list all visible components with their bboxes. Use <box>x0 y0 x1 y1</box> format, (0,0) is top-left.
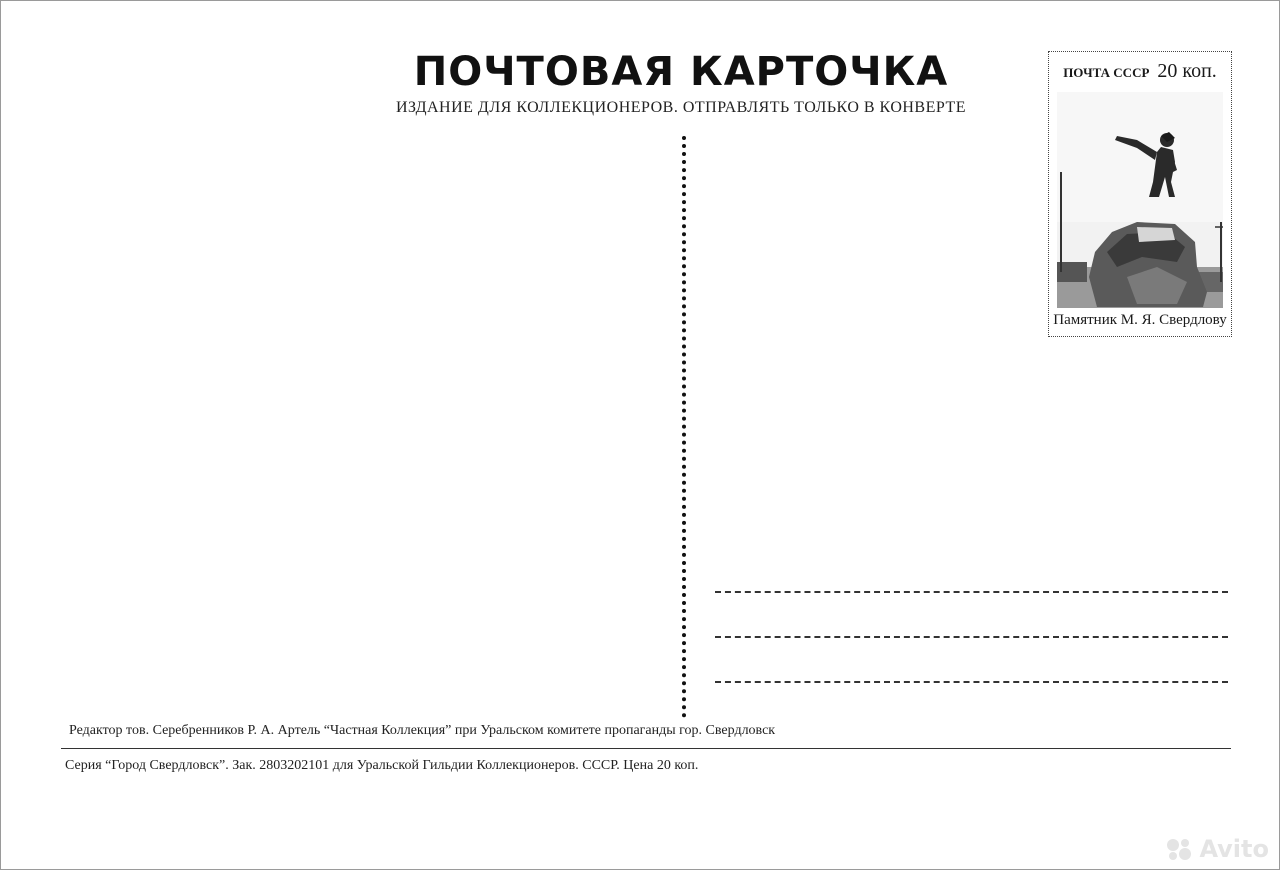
postcard-title: ПОЧТОВАЯ КАРТОЧКА <box>413 49 949 95</box>
center-dotted-divider <box>682 136 686 718</box>
series-info: Серия “Город Свердловск”. Зак. 2803202101 для Уральской Гильдии Коллекционеров. СССР. Цена 20 коп. <box>65 758 699 773</box>
stamp-post-label: ПОЧТА СССР <box>1063 65 1150 80</box>
address-line-1 <box>715 591 1228 593</box>
address-line-2 <box>715 636 1228 638</box>
address-line-3 <box>715 681 1228 683</box>
postage-stamp <box>1048 51 1232 337</box>
editor-credit: Редактор тов. Серебренников Р. А. Артель “Частная Коллекция” при Уральском комитете пропаганды гор. Свердловск <box>69 723 776 738</box>
monument-statue-icon <box>1057 92 1223 308</box>
avito-logo-icon <box>1165 837 1195 861</box>
stamp-value: 20 коп. <box>1157 60 1217 82</box>
stamp-caption: Памятник М. Я. Свердлову <box>1053 312 1227 328</box>
stamp-header <box>1049 60 1231 83</box>
postcard-subtitle: ИЗДАНИЕ ДЛЯ КОЛЛЕКЦИОНЕРОВ. ОТПРАВЛЯТЬ ТОЛЬКО В КОНВЕРТЕ <box>395 99 967 116</box>
footer-rule <box>61 748 1231 749</box>
avito-watermark <box>1165 835 1269 863</box>
watermark-text: Avito <box>1199 835 1269 863</box>
